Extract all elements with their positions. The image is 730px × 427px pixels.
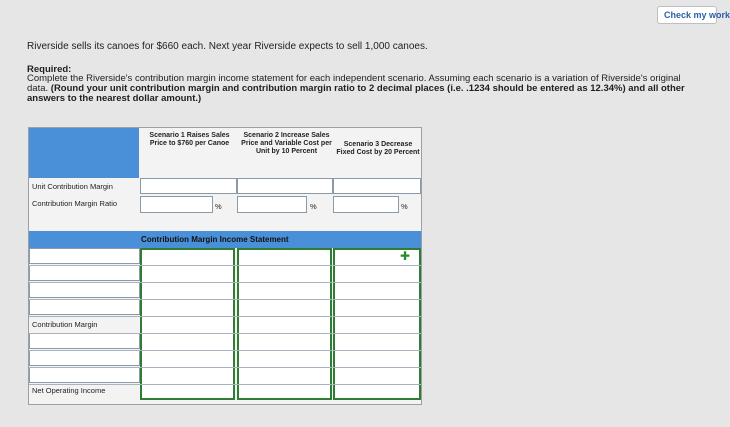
percent-sign-3: % — [401, 202, 408, 211]
input-line-label-6[interactable] — [29, 333, 140, 349]
input-line-label-8[interactable] — [29, 367, 140, 383]
required-label: Required: — [27, 64, 72, 75]
percent-sign-1: % — [215, 202, 222, 211]
row-label-unit-contribution-margin: Unit Contribution Margin — [32, 182, 113, 191]
table-header-blank — [29, 128, 139, 178]
column-header-scenario-2: Scenario 2 Increase Sales Price and Variable Cost per Unit by 10 Percent — [241, 132, 332, 155]
column-header-scenario-3: Scenario 3 Decrease Fixed Cost by 20 Percent — [336, 141, 420, 156]
input-cm-ratio-scenario-2[interactable] — [237, 196, 307, 213]
input-line-label-3[interactable] — [29, 282, 140, 298]
scenario-2-statement-block[interactable] — [237, 248, 332, 400]
row-label-contribution-margin-ratio: Contribution Margin Ratio — [32, 199, 118, 208]
input-cm-ratio-scenario-1[interactable] — [140, 196, 213, 213]
column-header-scenario-1: Scenario 1 Raises Sales Price to $760 per Canoe — [149, 132, 230, 147]
instructions-plain: Complete the Riverside's contribution margin income statement for each independent scenario. Assuming each scenario is a variation of Riverside's original data. — [27, 73, 681, 94]
input-line-label-2[interactable] — [29, 265, 140, 281]
add-row-icon[interactable]: ✚ — [400, 249, 411, 263]
input-line-label-7[interactable] — [29, 350, 140, 366]
row-label-net-operating-income: Net Operating Income — [32, 386, 106, 395]
percent-sign-2: % — [310, 202, 317, 211]
input-line-label-4[interactable] — [29, 299, 140, 315]
instructions-rounding: (Round your unit contribution margin and contribution margin ratio to 2 decimal places (i.e. .1234 should be entered as 12.34%) and all other answers to the nearest dollar amount.) — [27, 83, 685, 104]
scenario-1-statement-block[interactable] — [140, 248, 235, 400]
input-cm-ratio-scenario-3[interactable] — [333, 196, 399, 213]
scenario-table — [28, 127, 422, 405]
input-unit-cm-scenario-1[interactable] — [140, 178, 237, 194]
row-label-contribution-margin: Contribution Margin — [32, 320, 98, 329]
check-my-work-button[interactable]: Check my work — [657, 6, 717, 24]
instructions — [27, 74, 697, 104]
input-unit-cm-scenario-3[interactable] — [333, 178, 421, 194]
input-line-label-1[interactable] — [29, 248, 140, 264]
section-title-income-statement: Contribution Margin Income Statement — [141, 235, 289, 244]
scenario-3-statement-block[interactable] — [333, 248, 421, 400]
input-unit-cm-scenario-2[interactable] — [237, 178, 333, 194]
problem-statement: Riverside sells its canoes for $660 each. Next year Riverside expects to sell 1,000 canoes. — [27, 41, 428, 52]
